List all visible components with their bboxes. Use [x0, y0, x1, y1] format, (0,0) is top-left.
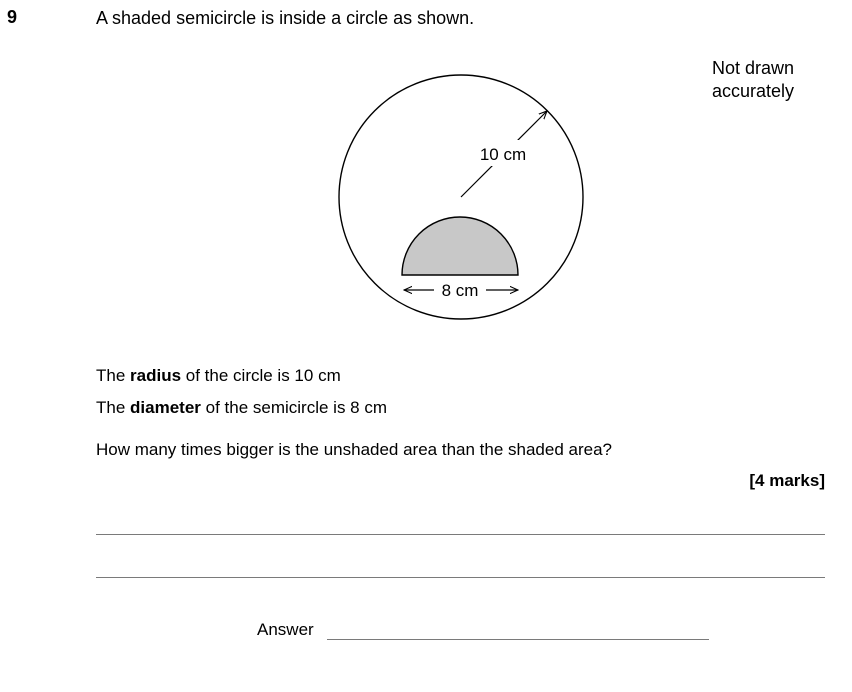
- shaded-semicircle: [402, 217, 518, 275]
- radius-statement-prefix: The: [96, 366, 131, 385]
- circle-semicircle-diagram: [330, 66, 594, 330]
- radius-statement: [96, 366, 341, 386]
- working-line-1[interactable]: [96, 534, 825, 535]
- answer-line[interactable]: [327, 639, 709, 640]
- question-number: 9: [7, 7, 18, 27]
- radius-label: 10 cm: [479, 145, 527, 164]
- not-drawn-accurately-note: [712, 57, 794, 103]
- diameter-statement-prefix: The: [96, 398, 131, 417]
- radius-statement-suffix: of the circle is 10 cm: [181, 366, 341, 385]
- note-line-1: Not drawn: [712, 58, 795, 78]
- diameter-statement: [96, 398, 387, 418]
- marks-label: [4 marks]: [749, 471, 825, 490]
- answer-label: Answer: [257, 620, 314, 639]
- working-line-2[interactable]: [96, 577, 825, 578]
- question-intro: A shaded semicircle is inside a circle as shown.: [96, 8, 475, 28]
- question-prompt: How many times bigger is the unshaded area than the shaded area?: [96, 440, 612, 459]
- diameter-statement-suffix: of the semicircle is 8 cm: [200, 398, 388, 417]
- note-line-2: accurately: [712, 81, 795, 101]
- diameter-keyword: diameter: [130, 398, 201, 417]
- diameter-label: 8 cm: [441, 281, 479, 300]
- radius-keyword: radius: [130, 366, 182, 385]
